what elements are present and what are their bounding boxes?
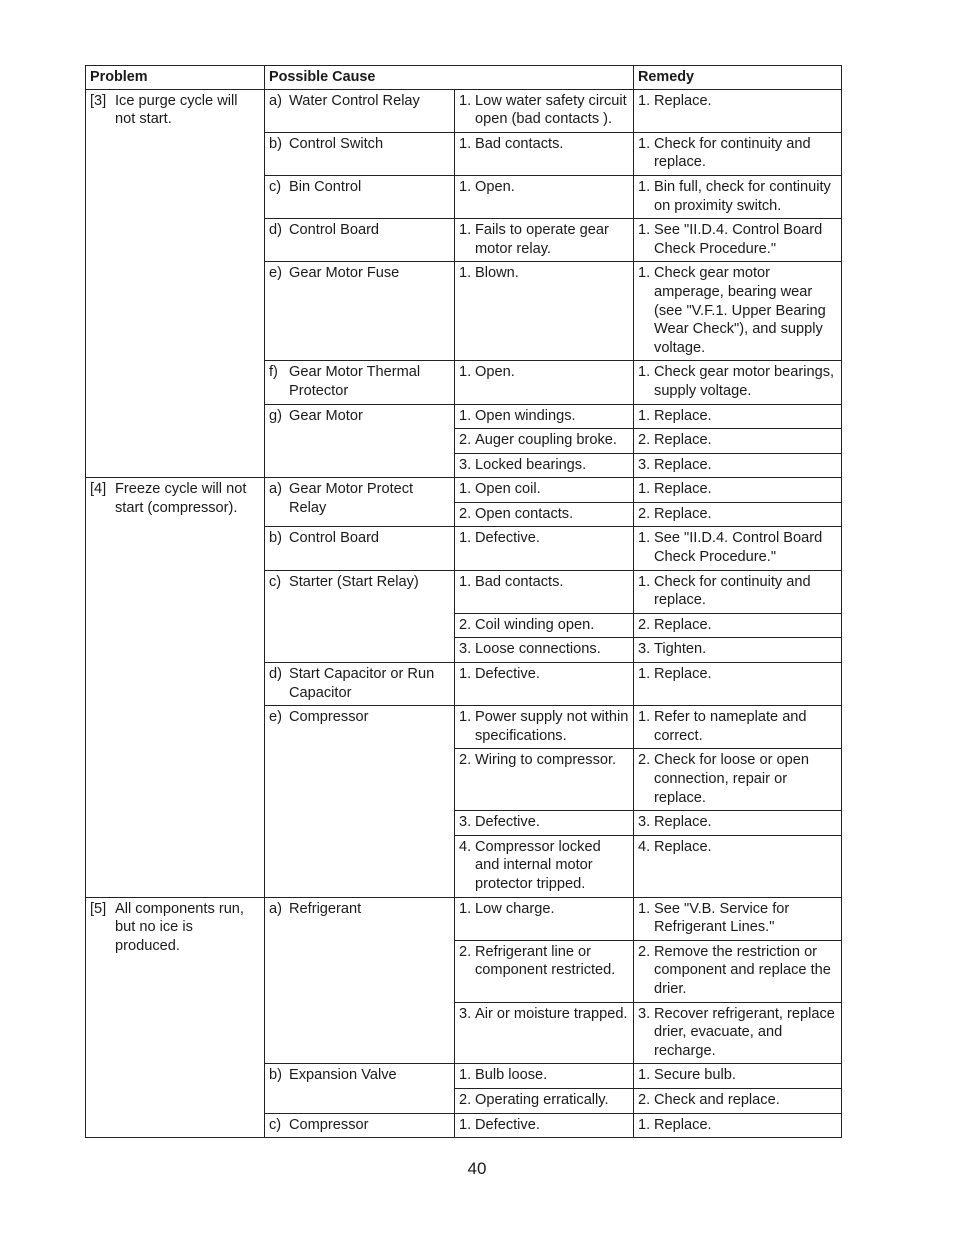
sub-cause-cell: 1. Open coil. [455,478,634,503]
remedy-cell: 2. Replace. [634,429,842,454]
sub-cause-cell: 2. Open contacts. [455,502,634,527]
problem-cell: [4] Freeze cycle will not start (compressor). [86,478,265,897]
sub-cause-cell: 2. Auger coupling broke. [455,429,634,454]
remedy-cell: 4. Replace. [634,835,842,897]
cause-cell: c) Compressor [265,1113,455,1138]
remedy-cell: 3. Tighten. [634,638,842,663]
cause-cell: d) Start Capacitor or Run Capacitor [265,663,455,706]
remedy-cell: 1. Check gear motor amperage, bearing wear (see "V.F.1. Upper Bearing Wear Check"), and supply voltage. [634,262,842,361]
cause-cell: a) Water Control Relay [265,89,455,132]
remedy-cell: 2. Replace. [634,502,842,527]
cause-cell: e) Gear Motor Fuse [265,262,455,361]
sub-cause-cell: 1. Defective. [455,527,634,570]
remedy-cell: 1. See "II.D.4. Control Board Check Procedure." [634,527,842,570]
sub-cause-cell: 2. Coil winding open. [455,613,634,638]
sub-cause-cell: 1. Open. [455,175,634,218]
header-problem: Problem [86,66,265,90]
remedy-cell: 1. Bin full, check for continuity on proximity switch. [634,175,842,218]
remedy-cell: 2. Check for loose or open connection, repair or replace. [634,749,842,811]
header-remedy: Remedy [634,66,842,90]
header-possible-cause: Possible Cause [265,66,634,90]
remedy-cell: 1. Replace. [634,1113,842,1138]
sub-cause-cell: 3. Locked bearings. [455,453,634,478]
table-row [86,478,842,503]
cause-cell: c) Starter (Start Relay) [265,570,455,662]
sub-cause-cell: 1. Open windings. [455,404,634,429]
table-row [86,897,842,940]
remedy-cell: 3. Recover refrigerant, replace drier, evacuate, and recharge. [634,1002,842,1064]
remedy-cell: 1. Check for continuity and replace. [634,570,842,613]
sub-cause-cell: 1. Bad contacts. [455,132,634,175]
cause-cell: b) Control Board [265,527,455,570]
sub-cause-cell: 1. Bulb loose. [455,1064,634,1089]
sub-cause-cell: 2. Operating erratically. [455,1088,634,1113]
remedy-cell: 1. Replace. [634,404,842,429]
table-row [86,89,842,132]
sub-cause-cell: 1. Defective. [455,663,634,706]
remedy-cell: 1. Check for continuity and replace. [634,132,842,175]
problem-cell: [3] Ice purge cycle will not start. [86,89,265,478]
cause-cell: e) Compressor [265,706,455,897]
remedy-cell: 1. Refer to nameplate and correct. [634,706,842,749]
remedy-cell: 2. Replace. [634,613,842,638]
sub-cause-cell: 3. Defective. [455,811,634,836]
remedy-cell: 1. Secure bulb. [634,1064,842,1089]
cause-cell: d) Control Board [265,219,455,262]
sub-cause-cell: 1. Low water safety circuit open (bad contacts ). [455,89,634,132]
cause-cell: a) Refrigerant [265,897,455,1064]
problem-cell: [5] All components run, but no ice is produced. [86,897,265,1138]
remedy-cell: 1. See "II.D.4. Control Board Check Procedure." [634,219,842,262]
remedy-cell: 2. Check and replace. [634,1088,842,1113]
remedy-cell: 3. Replace. [634,811,842,836]
sub-cause-cell: 1. Blown. [455,262,634,361]
sub-cause-cell: 2. Wiring to compressor. [455,749,634,811]
sub-cause-cell: 1. Power supply not within specifications. [455,706,634,749]
sub-cause-cell: 1. Bad contacts. [455,570,634,613]
remedy-cell: 2. Remove the restriction or component and replace the drier. [634,940,842,1002]
cause-cell: c) Bin Control [265,175,455,218]
troubleshooting-table [85,65,842,1138]
remedy-cell: 1. Replace. [634,478,842,503]
page-number: 40 [467,1159,487,1178]
sub-cause-cell: 2. Refrigerant line or component restricted. [455,940,634,1002]
cause-cell: a) Gear Motor Protect Relay [265,478,455,527]
cause-cell: b) Expansion Valve [265,1064,455,1113]
header-row [86,66,842,90]
remedy-cell: 1. See "V.B. Service for Refrigerant Lines." [634,897,842,940]
cause-cell: b) Control Switch [265,132,455,175]
sub-cause-cell: 1. Fails to operate gear motor relay. [455,219,634,262]
sub-cause-cell: 4. Compressor locked and internal motor protector tripped. [455,835,634,897]
sub-cause-cell: 1. Open. [455,361,634,404]
remedy-cell: 1. Replace. [634,663,842,706]
sub-cause-cell: 3. Loose connections. [455,638,634,663]
sub-cause-cell: 1. Defective. [455,1113,634,1138]
cause-cell: f) Gear Motor Thermal Protector [265,361,455,404]
cause-cell: g) Gear Motor [265,404,455,478]
sub-cause-cell: 3. Air or moisture trapped. [455,1002,634,1064]
remedy-cell: 3. Replace. [634,453,842,478]
remedy-cell: 1. Check gear motor bearings, supply voltage. [634,361,842,404]
remedy-cell: 1. Replace. [634,89,842,132]
sub-cause-cell: 1. Low charge. [455,897,634,940]
